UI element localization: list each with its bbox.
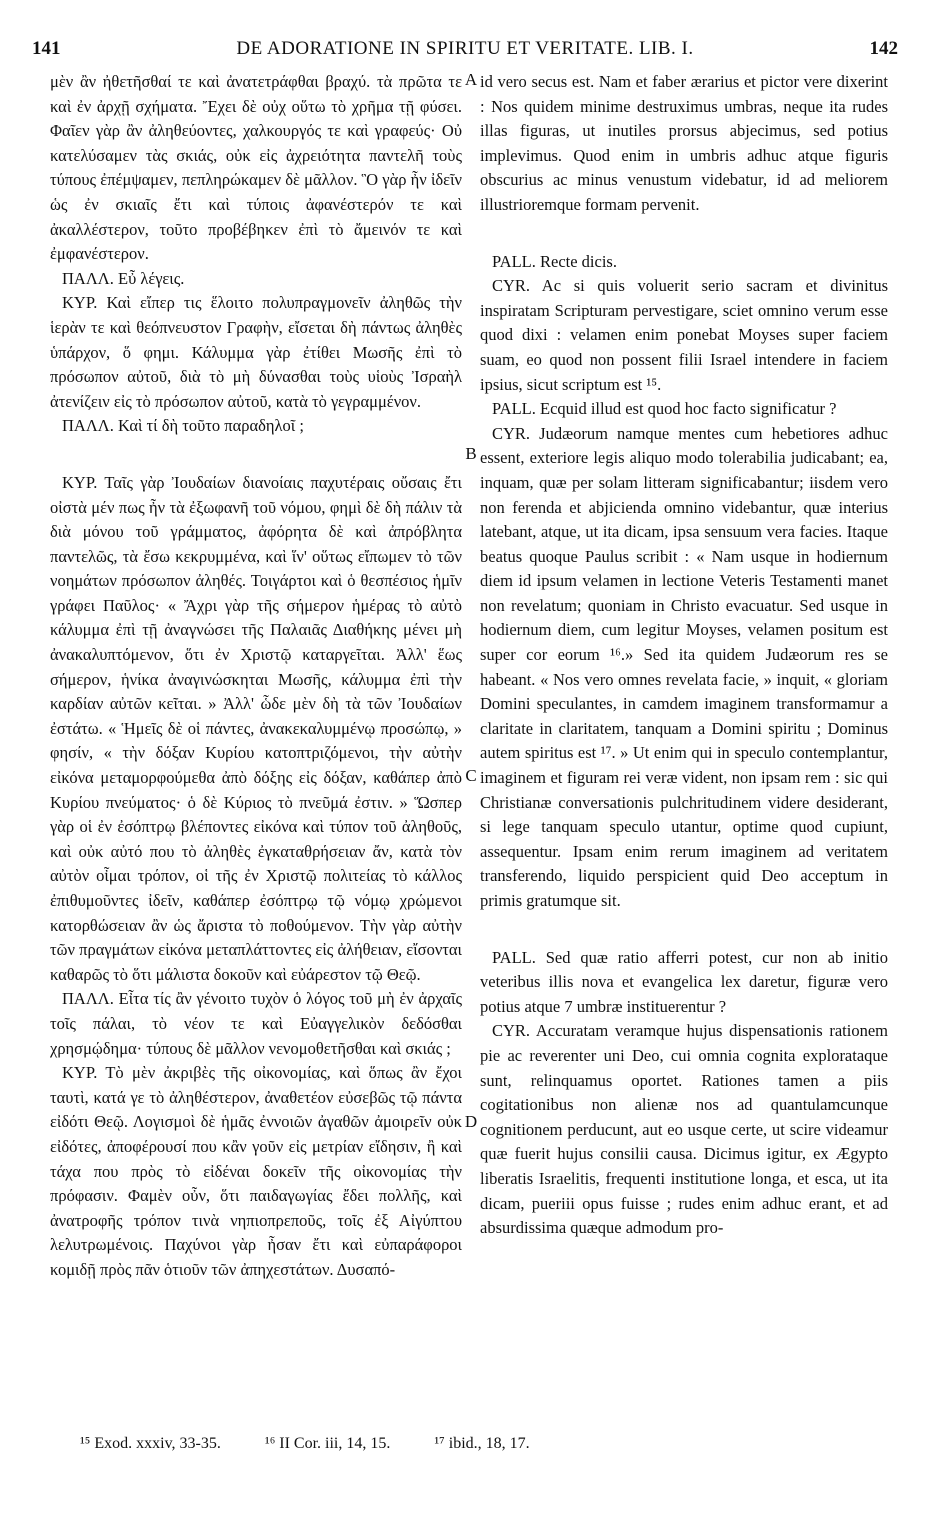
- greek-paragraph: ΠΑΛΛ. Εἶτα τίς ἂν γένοιτο τυχὸν ὁ λόγος τοῦ μὴ ἐν ἀρχαῖς τοῖς πάλαι, τὸ νέον τε καὶ Εὐαγγελικὸν δεδόσθαι χρησμῴδημα· τύπους δὲ μᾶλλον νενομοθετῆσθαι καὶ σκιάς ;: [50, 989, 462, 1058]
- latin-paragraph: PALL. Sed quæ ratio afferri potest, cur non ab initio veteribus illis nova et evangelica lex daretur, figuræ vero potius atque 7 umbræ instituerentur ?: [480, 947, 888, 1016]
- greek-paragraph: ΚΥΡ. Καὶ εἴπερ τις ἕλοιτο πολυπραγμονεῖν ἀληθῶς τὴν ἱερὰν τε καὶ θεόπνευστον Γραφὴν, εἴσεται δὴ πάντως ἀληθὲς ὑπάρχον, ὅ φημι. Κάλυμμα γὰρ ἐτίθει Μωσῆς ἐπὶ τὸ πρόσωπον αὐτοῦ, διὰ τὸ μὴ δύνασθαι τοὺς υἱοὺς Ἰσραὴλ ἀτενίζειν εἰς τὸ πρόσωπον αὐτοῦ, κατὰ τὸ γεγραμμένον.: [50, 293, 462, 411]
- latin-paragraph: PALL. Recte dicis.: [492, 251, 617, 271]
- page-header: [32, 38, 898, 62]
- latin-paragraph: CYR. Accuratam veramque hujus dispensationis rationem pie ac reverenter uni Deo, cui omnia cognita explorataque sunt, relinquamus oportet. Rationes tamen a piis cogitationibus non alienæ nos ad quantulamcunque cognitionem perducunt, aut eo usque certe, ut scire videamur quæ fuerit hujus consilii causa. Dicimus igitur, ex Ægypto liberatis Israelitis, frequenti institutione longa, et esca, ut ita dicam, pueriii opus fuisse ; rudes enim adhuc erant, et ad absurdissima quæque admodum pro-: [480, 1021, 888, 1238]
- margin-letter-c: C: [465, 766, 477, 785]
- latin-paragraph: CYR. Judæorum namque mentes cum hebetiores adhuc essent, exteriore legis aliquo modo tolerabilia judicabant; ea, inquam, quæ per solam litteram significabantur; iisdem vero non ferenda et abjicienda omnino videbantur, quæ interius latebant, atque, ut ita dicam, ipsa sensuum vera facies. Itaque beatus quoque Paulus scribit : « Nam usque in hodiernum diem id ipsum velamen in lectione Veteris Testamenti manet non revelatum; quoniam in Christo evacuatur. Sed usque in hodiernum diem, cum legitur Moyses, velamen positum est super cor eorum ¹⁶.» Sed ita quidem Judæorum res se habeant. « Nos vero omnes revelata facie, » inquit, « gloriam Domini speculantes, in camdem imaginem transformamur a claritate in claritatem, tanquam a Domini spiritu ; Dominus autem spiritus est ¹⁷. » Ut enim qui in speculo contemplantur, imaginem et figuram rei veræ vident, non ipsam rem : sic qui Christianæ conversationis pulchritudinem videre desiderant, si lege tanquam speculo utantur, optime quod cupiunt, assequentur. Ipsam enim rerum imaginem ad veritatem transferendo, liquido perspicient quid Deo acceptum in primis gratumque sit.: [480, 423, 888, 910]
- footnote: ¹⁶ II Cor. iii, 14, 15.: [264, 1435, 391, 1452]
- latin-paragraph: PALL. Ecquid illud est quod hoc facto significatur ?: [492, 399, 837, 419]
- footnote: ¹⁷ ibid., 18, 17.: [434, 1435, 530, 1452]
- page-number-right: 142: [869, 38, 898, 59]
- greek-paragraph: μὲν ἂν ἠθετῆσθαί τε καὶ ἀνατετράφθαι βραχύ. τὰ πρῶτα τε καὶ ἐν ἀρχῇ σχήματα. Ἔχει δὲ οὐχ οὕτω τὸ χρῆμα τῇ φύσει. Φαῖεν γὰρ ἂν ἀληθεύοντες, χαλκουργός τε καὶ γραφεύς· Οὐ κατελύσαμεν τὰς σκιάς, οὐκ εἰς ἀχρειότητα παντελῆ τοὺς τύπους ἐπέμψαμεν, πεπληρώκαμεν δὲ μᾶλλον. Ὃ γὰρ ἦν ἰδεῖν ὡς ἐν σκιαῖς ἔτι καὶ τύποις ἀφανέστερόν τε καὶ ἀκαλλέστερον, τοῦτο προβέβηκεν ἐπὶ τὸ ἄμεινόν τε καὶ ἐμφανέστερον.: [50, 72, 462, 264]
- greek-paragraph: ΠΑΛΛ. Εὖ λέγεις.: [62, 268, 185, 288]
- footnotes: [80, 1435, 880, 1453]
- greek-column: [50, 70, 462, 1283]
- margin-letter-d: D: [464, 1112, 478, 1131]
- greek-paragraph: ΚΥΡ. Ταῖς γὰρ Ἰουδαίων διανοίαις παχυτέραις οὔσαις ἔτι οἰστὰ μέν πως ἦν τὰ ἐξωφανῆ τοῦ νόμου, φημὶ δὲ δὴ πάλιν τὰ διὰ μόνου τοῦ γράμματος, ἀφόρητα δὲ καὶ ἀπρόβλητα παντελῶς, τὰ ἔσω κεκρυμμένα, καὶ ἵν' οὕτως εἴπωμεν τὸ τῶν νοημάτων πρόσωπον ἀληθές. Τοιγάρτοι καὶ ὁ θεσπέσιος ἡμῖν γράφει Παῦλος· « Ἄχρι γὰρ τῆς σήμερον ἡμέρας τὸ αὐτὸ κάλυμμα ἐπὶ τῇ ἀναγνώσει τῆς Παλαιᾶς Διαθήκης μένει μὴ ἀνακαλυπτόμενον, ὅτι ἐν Χριστῷ καταργεῖται. Ἀλλ' ἕως σήμερον, ἡνίκα ἀναγινώσκηται Μωσῆς, κάλυμμα ἐπὶ τὴν καρδίαν αὐτῶν κεῖται. » Ἀλλ' ὧδε μὲν δὴ τὰ τῶν Ἰουδαίων ἐστάτω. « Ἡμεῖς δὲ οἱ πάντες, ἀνακεκαλυμμένῳ προσώπῳ, » φησίν, « τὴν δόξαν Κυρίου κατοπτριζόμενοι, τὴν αὐτὴν εἰκόνα μεταμορφούμεθα ἀπὸ δόξης εἰς δόξαν, καθάπερ ἀπὸ Κυρίου πνεύματος· ὁ δὲ Κύριος τὸ πνεῦμά ἐστιν. » Ὥσπερ γὰρ οἱ ἐν ἐσόπτρῳ βλέποντες εἰκόνα καὶ τύπον τοῦ ἀληθοῦς, καὶ οὐκ αὐτό που τὸ ἀληθὲς ἐγκαταθρήσειαν ἄν, κατὰ τὸν αὐτὸν οἶμαι τρόπον, οἱ τῆς ἐν Χριστῷ πολιτείας τὸ κάλλος ἐπιθυμοῦντες ἰδεῖν, καθάπερ ἐσόπτρῳ τῷ νόμῳ χρώμενοι κατορθώσειαν ἂν ὡς ἄριστα τὸ ποθούμενον. Τὴν γὰρ αὐτὴν τῶν πραγμάτων εἰκόνα μεταπλάττοντες εἰς ἀλήθειαν, εἴσονται καθαρῶς τὸ ὅτι μάλιστα δοκοῦν καὶ εὐάρεστον τῷ Θεῷ.: [50, 472, 462, 984]
- footnote: ¹⁵ Exod. xxxiv, 33-35.: [80, 1435, 221, 1452]
- latin-paragraph: CYR. Ac si quis voluerit serio sacram et divinitus inspiratam Scripturam pervestigare, sciet omnino verum esse quod dixi : velamen enim ponebat Moyses super faciem suam, eo quod non possent filii Israel intendere in faciem ipsius, sicut scriptum est ¹⁵.: [480, 276, 888, 394]
- margin-letter-b: B: [465, 444, 477, 463]
- greek-paragraph: ΠΑΛΛ. Καὶ τί δὴ τοῦτο παραδηλοῖ ;: [62, 416, 304, 436]
- page-number-left: 141: [32, 38, 61, 59]
- latin-paragraph: id vero secus est. Nam et faber ærarius et pictor vere dixerint : Nos quidem minime destruximus umbras, neque ita rudes illas figuras, ut inutiles prorsus abjecimus, sed potius implevimus. Quod enim in umbris adhuc atque figuris obscurius ac minus venustum videbatur, id ad meliorem illustrioremque formam pervenit.: [480, 72, 888, 214]
- margin-letter-a: A: [464, 70, 478, 89]
- running-title: DE ADORATIONE IN SPIRITU ET VERITATE. LIB. I.: [236, 38, 694, 59]
- greek-paragraph: ΚΥΡ. Τὸ μὲν ἀκριβὲς τῆς οἰκονομίας, καὶ ὅπως ἂν ἔχοι ταυτὶ, κατά γε τὸ ἀληθέστερον, ἀναθετέον εὐσεβῶς τῷ πάντα εἰδότι Θεῷ. Λογισμοὶ δὲ ἡμᾶς ἐννοιῶν ἀγαθῶν ἀμοιρεῖν οὐκ εἰδότες, ἀποφέρουσί που κἂν γοῦν εἰς μετρίαν εἴδησιν, ἢ καὶ τάχα που πρὸς τὸ εἰδέναι δοκεῖν τῆς οἰκονομίας τὴν πρόφασιν. Φαμὲν οὖν, ὅτι παιδαγωγίας ἔδει πολλῆς, καὶ ἀνατροφῆς τρόπον τινὰ νηπιοπρεποῦς, τοῖς ἐξ Αἰγύπτου λελυτρωμένοις. Παχύνοι γὰρ ἦσαν ἔτι καὶ εὐπαράφοροι κομιδῇ πρὸς πᾶν ὁτιοῦν τῶν ἀπηχεστάτων. Δυσαπό-: [50, 1063, 462, 1279]
- latin-column: [480, 70, 888, 1241]
